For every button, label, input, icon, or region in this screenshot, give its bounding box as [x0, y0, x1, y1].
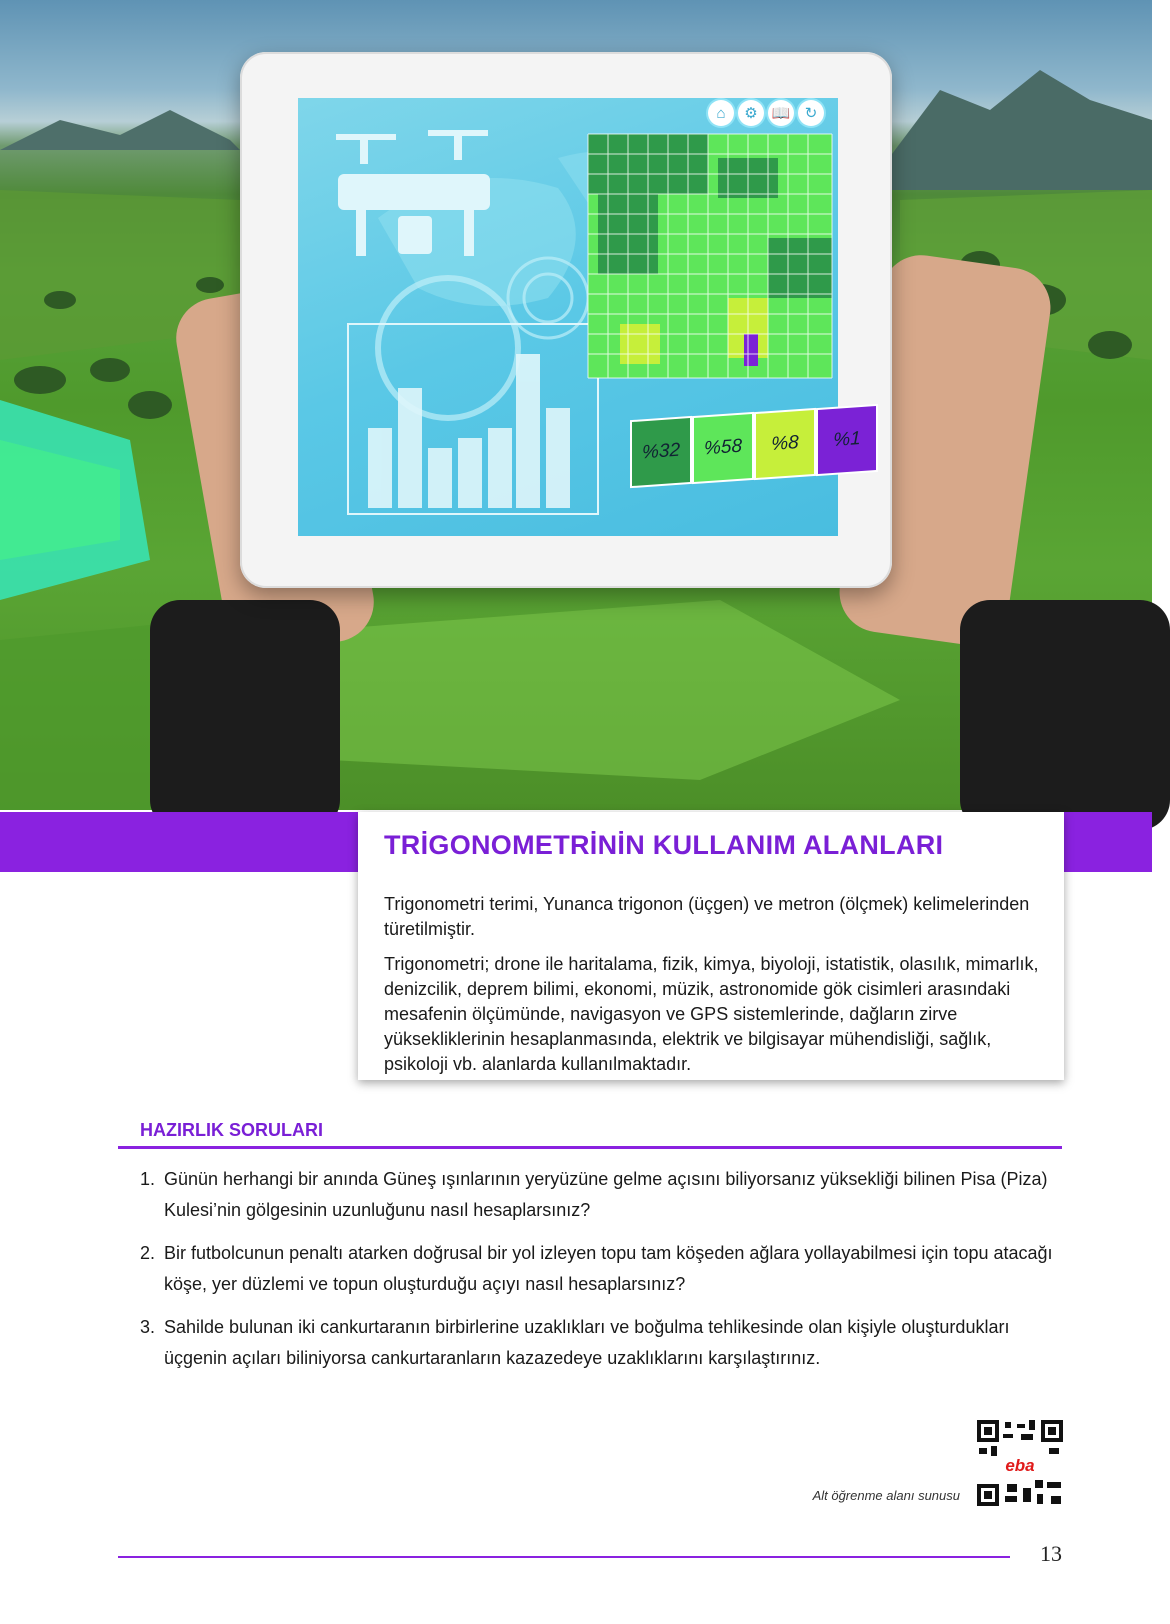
section-paragraph: Trigonometri; drone ile haritalama, fizik, kimya, biyoloji, istatistik, olasılık, mimarlık, denizcilik, deprem bilimi, ekonomi, müzik, astronomide gök cisimleri arasındaki mesafenin ölçümünde, navigasyon ve GPS sistemlerinde, dağların zirve yüksekliklerinin hesaplanmasında, elektrik ve bilgisayar mühendisliği, sağlık, psikoloji vb. alanlarda kullanılmaktadır.	[384, 954, 1039, 1074]
section-title: TRİGONOMETRİNİN KULLANIM ALANLARI	[384, 830, 944, 860]
question-number: 1.	[140, 1169, 156, 1189]
tablet-screen	[298, 98, 861, 536]
refresh-icon[interactable]: ↻	[798, 100, 824, 126]
qr-code[interactable]	[977, 1420, 1063, 1506]
book-icon[interactable]: 📖	[768, 100, 794, 126]
drone-icon	[336, 130, 490, 256]
left-arm	[150, 600, 340, 830]
settings-icon[interactable]: ⚙	[738, 100, 764, 126]
question-text: Sahilde bulunan iki cankurtaranın birbirlerine uzaklıkları ve boğulma tehlikesinde olan kişiyle oluşturdukları üçgenin açıları biliniyorsa cankurtaranların kazazedeye uzaklıklarını karşılaştırınız.	[164, 1317, 1010, 1368]
percentage-tile: %1	[818, 406, 876, 474]
bar-chart	[368, 354, 570, 508]
percentage-tile: %58	[694, 414, 752, 482]
eba-logo: eba	[994, 1456, 1046, 1476]
page-number: 13	[1040, 1541, 1062, 1566]
section-body	[384, 892, 1044, 1087]
percentage-tile: %32	[632, 418, 690, 486]
right-arm	[960, 600, 1170, 830]
hero-photo	[0, 0, 1152, 810]
qr-caption: Alt öğrenme alanı sunusu	[812, 1488, 960, 1503]
footer-divider	[118, 1556, 1010, 1558]
screen-toolbar	[708, 100, 824, 126]
tablet-device	[240, 52, 892, 588]
divider	[118, 1146, 1062, 1149]
question-number: 3.	[140, 1317, 156, 1337]
prep-heading: HAZIRLIK SORULARI	[140, 1120, 323, 1140]
home-icon[interactable]: ⌂	[708, 100, 734, 126]
section-paragraph: Trigonometri terimi, Yunanca trigonon (üçgen) ve metron (ölçmek) kelimelerinden türetilmiştir.	[384, 894, 1030, 939]
info-box	[358, 812, 1064, 1080]
question-text: Bir futbolcunun penaltı atarken doğrusal bir yol izleyen topu tam köşeden ağlara yollayabilmesi için topu atacağı köşe, yer düzlemi ve topun oluşturduğu açıyı nasıl hesaplarsınız?	[164, 1243, 1053, 1294]
question-number: 2.	[140, 1243, 156, 1263]
question-text: Günün herhangi bir anında Güneş ışınlarının yeryüzüne gelme açısını biliyorsanız yüksekliği bilinen Pisa (Piza) Kulesi’nin gölgesinin uzunluğunu nasıl hesaplarsınız?	[164, 1169, 1048, 1220]
percentage-tile: %8	[756, 410, 814, 478]
